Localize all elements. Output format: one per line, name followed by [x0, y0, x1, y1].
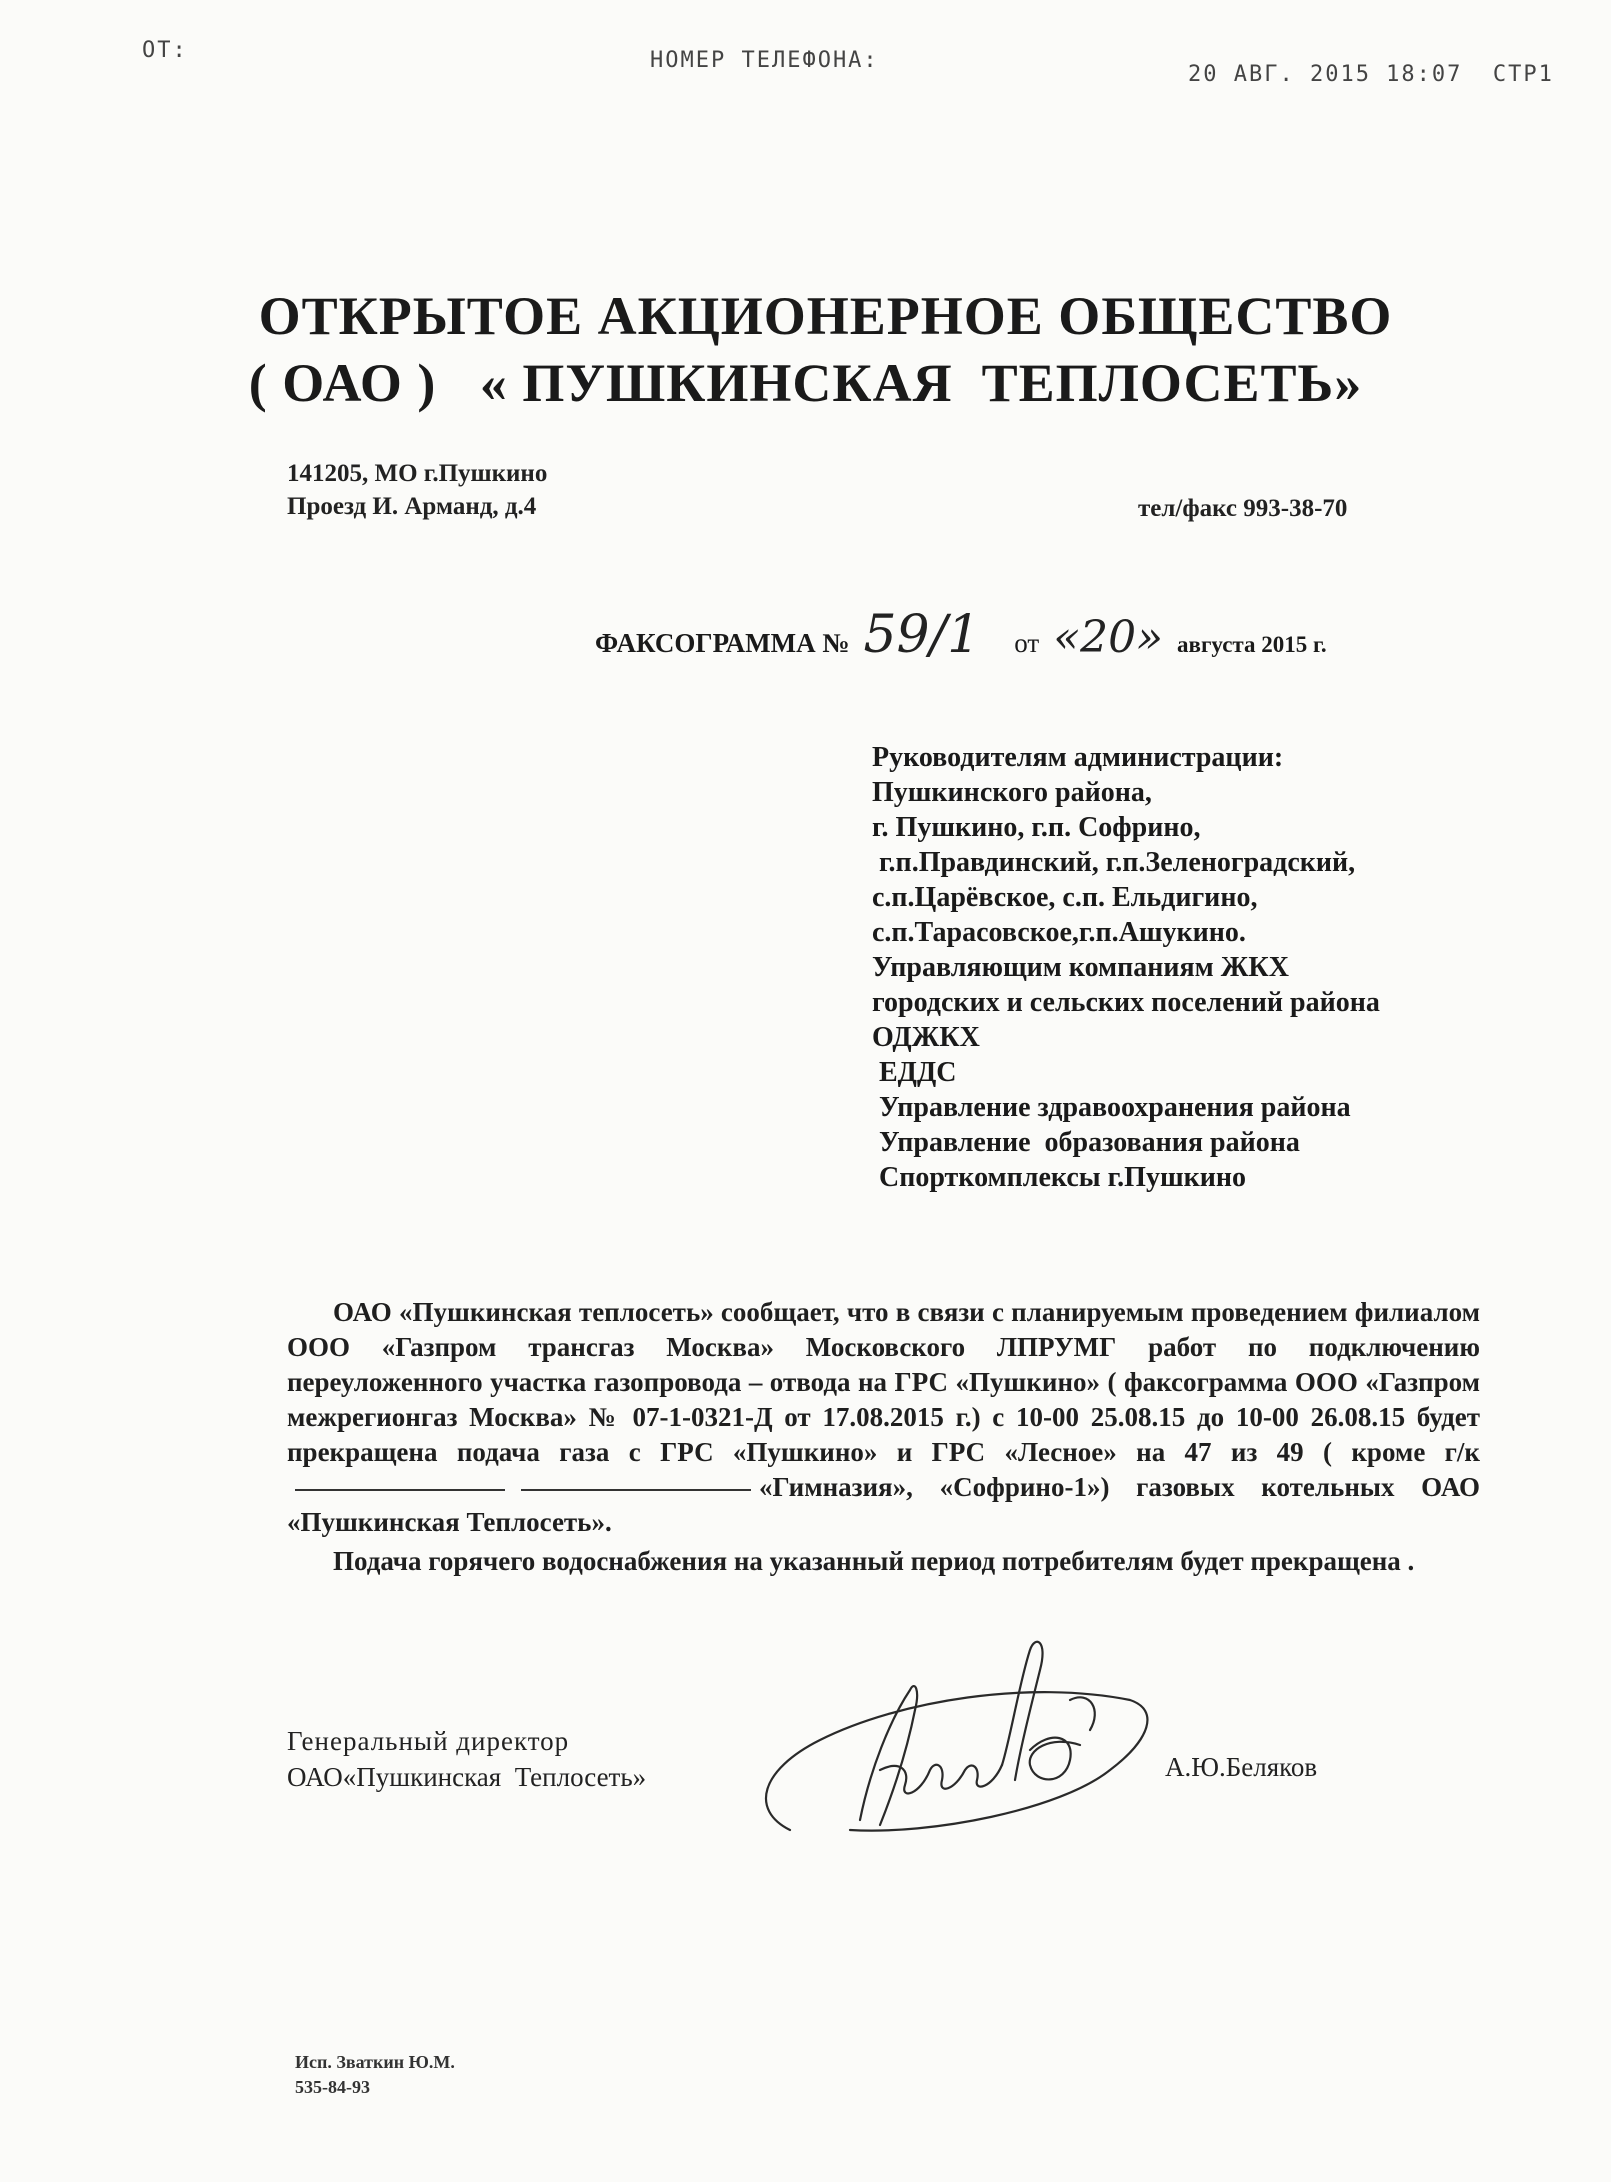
fax-from-label: ОТ:: [142, 38, 188, 63]
recipient-line: Руководителям администрации:: [872, 742, 1284, 773]
recipient-line: Пушкинского района,: [872, 777, 1152, 808]
body-paragraph-1-start: ОАО «Пушкинская теплосеть» сообщает, что в связи с планируемым проведением филиалом ООО «Газпром трансгаз Москва» Московского ЛПРУМГ работ по подключению переуложенного участка газопровода – отвода на ГРС «Пушкино» ( факсограмма ООО «Газпром межрегионгаз Москва» № 07-1-0321-Д от 17.08.2015 г.) с 10-00 25.08.15 до 10-00 26.08.15 будет прекращена подача газа с ГРС «Пушкино» и ГРС «Лесное» на 47 из 49 ( кроме г/к: [287, 1297, 1480, 1467]
body-paragraph-2: Подача горячего водоснабжения на указанный период потребителям будет прекращена .: [333, 1546, 1415, 1576]
signature-title2: ОАО«Пушкинская Теплосеть»: [287, 1762, 647, 1792]
faxogram-label: ФАКСОГРАММА №: [595, 628, 850, 658]
faxogram-line: [595, 605, 1327, 665]
address-line2: Проезд И. Арманд, д.4: [287, 493, 537, 520]
faxogram-from-word: от: [1014, 628, 1040, 658]
handwritten-signature: [730, 1620, 1170, 1860]
recipient-line: Управляющим компаниям ЖКХ: [872, 952, 1289, 983]
recipient-line: г. Пушкино, г.п. Софрино,: [872, 812, 1201, 843]
faxogram-month-year: августа 2015 г.: [1177, 632, 1327, 657]
recipient-line: городских и сельских поселений района: [872, 987, 1380, 1018]
faxogram-day: «20»: [1053, 612, 1164, 663]
body-paragraph-1-end: «Гимназия», «Софрино-1») газовых котельных ОАО «Пушкинская Теплосеть».: [287, 1472, 1480, 1537]
address-phone: тел/факс 993-38-70: [1138, 495, 1348, 522]
executor-name: Исп. Зваткин Ю.М.: [295, 2052, 455, 2072]
recipient-line: ОДЖКХ: [872, 1022, 980, 1053]
recipient-line: с.п.Тарасовское,г.п.Ашукино.: [872, 917, 1246, 948]
fax-date-page: 20 АВГ. 2015 18:07 СТР1: [1188, 62, 1554, 87]
executor-phone: 535-84-93: [295, 2077, 370, 2097]
recipient-line: Спорткомплексы г.Пушкино: [872, 1162, 1246, 1193]
recipient-line: ЕДДС: [872, 1057, 957, 1088]
recipient-line: Управление образования района: [872, 1127, 1300, 1158]
address-line1: 141205, МО г.Пушкино: [287, 460, 548, 487]
fax-phone-label: НОМЕР ТЕЛЕФОНА:: [650, 48, 879, 73]
recipient-line: с.п.Царёвское, с.п. Ельдигино,: [872, 882, 1258, 913]
recipient-line: г.п.Правдинский, г.п.Зеленоградский,: [872, 847, 1356, 878]
signature-title1: Генеральный директор: [287, 1726, 570, 1756]
body-text: [287, 1295, 1480, 1579]
org-title-line1: ОТКРЫТОЕ АКЦИОНЕРНОЕ ОБЩЕСТВО: [258, 286, 1393, 346]
strikethrough-mark: [295, 1489, 505, 1491]
recipients-list: [872, 740, 1380, 1195]
signature-name: А.Ю.Беляков: [1165, 1752, 1318, 1782]
org-title-line2: ( ОАО ) « ПУШКИНСКАЯ ТЕПЛОСЕТЬ»: [248, 353, 1363, 413]
recipient-line: Управление здравоохранения района: [872, 1092, 1351, 1123]
body-paragraph-1: [287, 1295, 1480, 1540]
strikethrough-mark: [521, 1489, 751, 1491]
faxogram-number: 59/1: [863, 605, 981, 665]
